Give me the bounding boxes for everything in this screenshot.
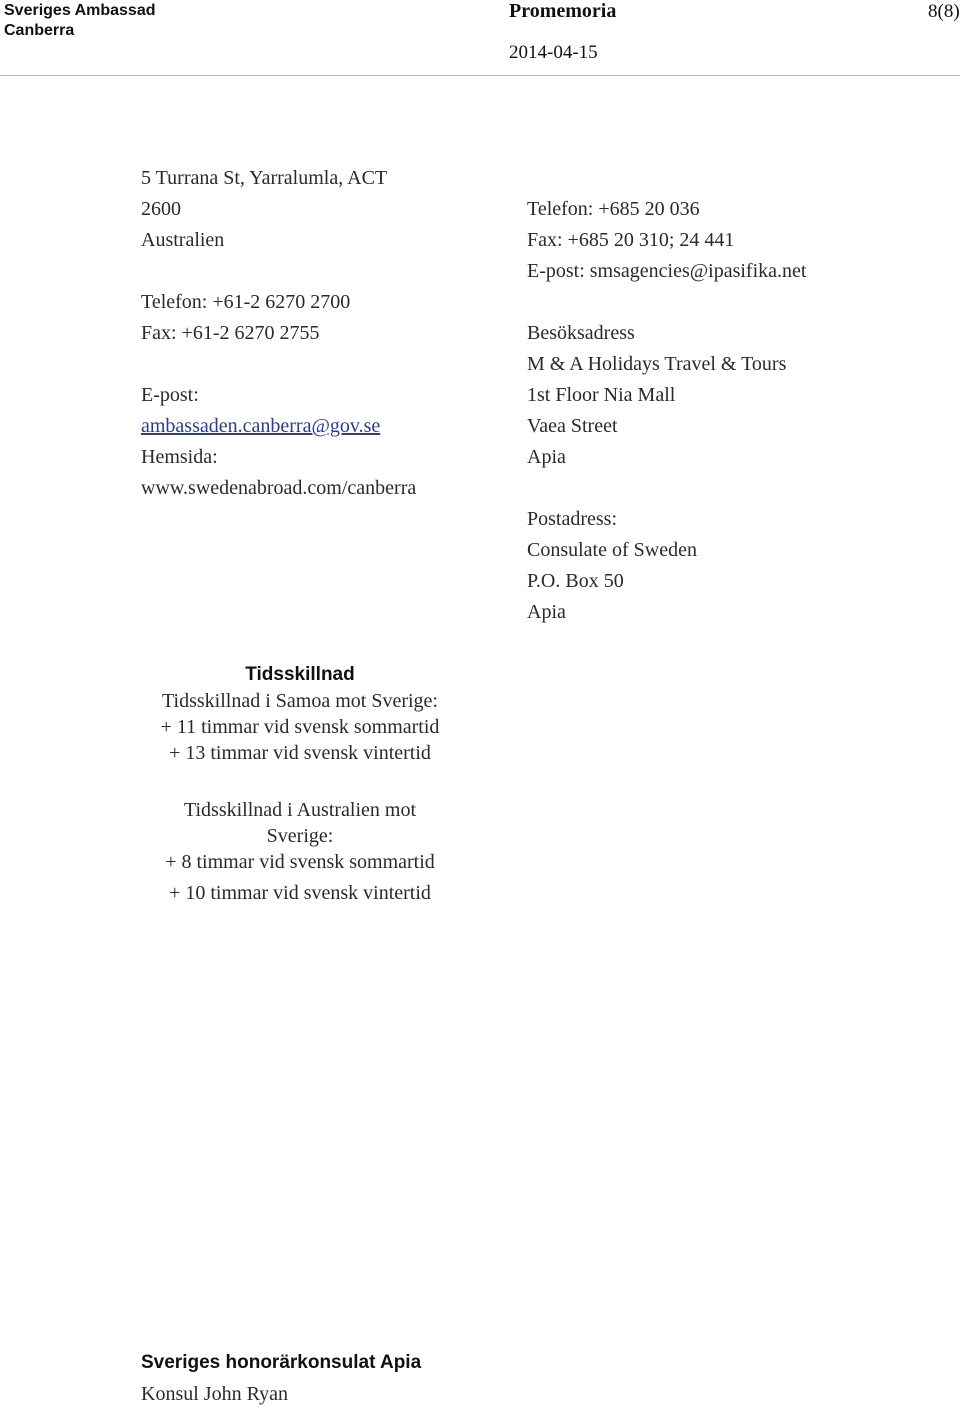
embassy-address-line1: 5 Turrana St, Yarralumla, ACT <box>141 167 388 189</box>
embassy-phone: Telefon: +61-2 6270 2700 <box>141 291 351 313</box>
header-divider <box>0 75 960 76</box>
document-date: 2014-04-15 <box>509 42 598 63</box>
time-difference-heading: Tidsskillnad <box>245 664 355 685</box>
consulate-email: E-post: smsagencies@ipasifika.net <box>527 260 807 282</box>
org-name: Sveriges Ambassad <box>4 2 156 19</box>
embassy-address-line3: Australien <box>141 229 225 251</box>
consulate-postal-line1: Consulate of Sweden <box>527 539 697 561</box>
samoa-summer: + 11 timmar vid svensk sommartid <box>160 716 440 738</box>
time-difference-section <box>140 662 460 906</box>
consulate-postal-line3: Apia <box>527 601 566 623</box>
consul-name: Konsul John Ryan <box>141 1383 288 1405</box>
embassy-fax: Fax: +61-2 6270 2755 <box>141 322 320 344</box>
embassy-email-label: E-post: <box>141 384 199 406</box>
australia-summer: + 8 timmar vid svensk sommartid <box>165 851 435 873</box>
australia-intro-line2: Sverige: <box>266 825 334 847</box>
page-number: 8(8) <box>928 1 960 22</box>
samoa-intro: Tidsskillnad i Samoa mot Sverige: <box>162 690 438 712</box>
org-location: Canberra <box>4 22 75 39</box>
embassy-address-line2: 2600 <box>141 198 181 220</box>
consulate-phone: Telefon: +685 20 036 <box>527 198 700 220</box>
embassy-website-label: Hemsida: <box>141 446 218 468</box>
australia-intro-line1: Tidsskillnad i Australien mot <box>183 799 417 821</box>
consulate-postal-line2: P.O. Box 50 <box>527 570 624 592</box>
consulate-visit-line4: Apia <box>527 446 566 468</box>
document-type: Promemoria <box>509 0 617 22</box>
australia-winter: + 10 timmar vid svensk vintertid <box>169 882 431 904</box>
samoa-winter: + 13 timmar vid svensk vintertid <box>169 742 431 764</box>
consulate-visit-line1: M & A Holidays Travel & Tours <box>527 353 787 375</box>
consulate-visit-line3: Vaea Street <box>527 415 618 437</box>
consulate-visit-line2: 1st Floor Nia Mall <box>527 384 676 406</box>
consulate-fax: Fax: +685 20 310; 24 441 <box>527 229 735 251</box>
embassy-website: www.swedenabroad.com/canberra <box>141 477 417 499</box>
consulate-postal-label: Postadress: <box>527 508 617 530</box>
embassy-email-link[interactable]: ambassaden.canberra@gov.se <box>141 415 381 437</box>
consulate-visit-label: Besöksadress <box>527 322 635 344</box>
honorary-consulate-heading: Sveriges honorärkonsulat Apia <box>141 1352 422 1373</box>
